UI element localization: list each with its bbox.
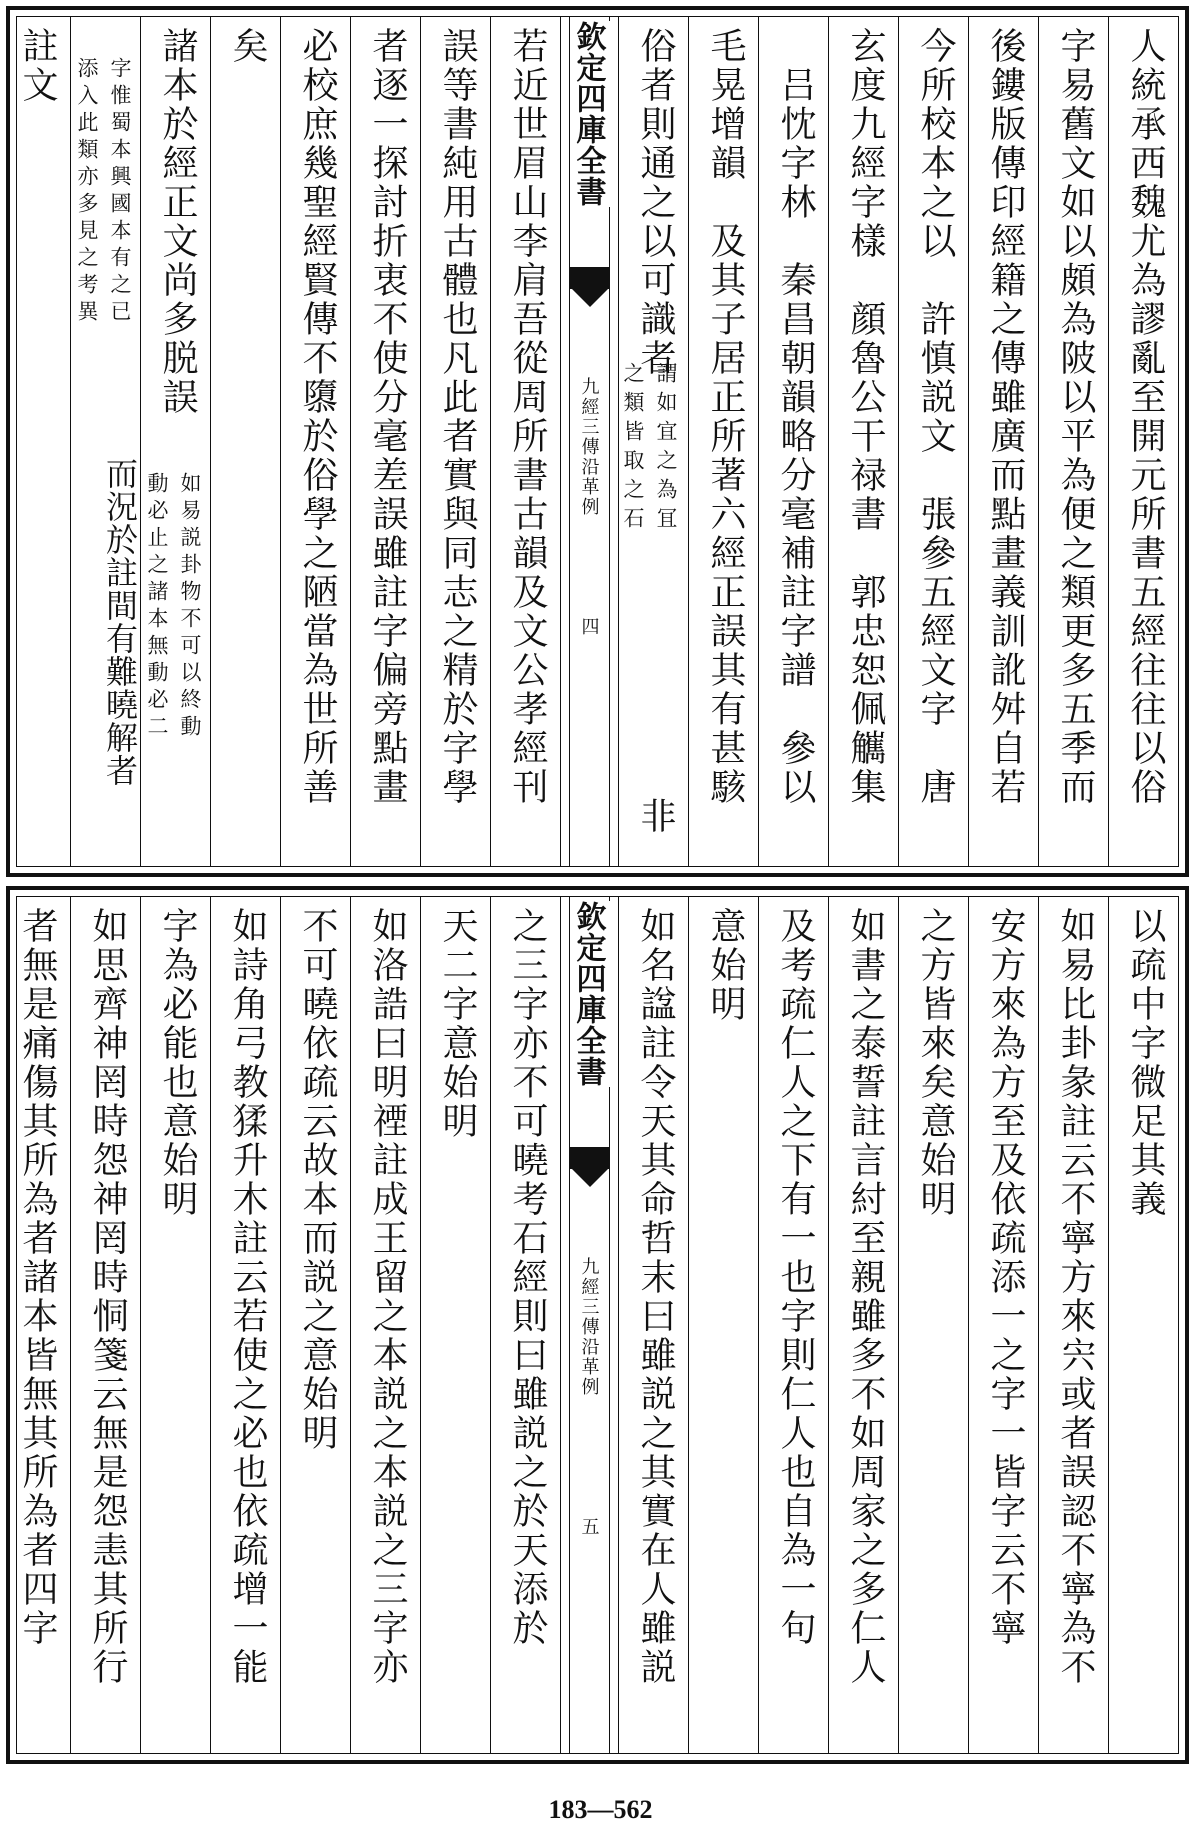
text-column	[70, 17, 140, 866]
text-column	[280, 897, 350, 1753]
text-column	[210, 897, 280, 1753]
text-column	[350, 17, 420, 866]
bottom-page	[6, 886, 1189, 1764]
column-text: 不可曉依疏云故本而説之意始明	[297, 907, 338, 1453]
column-text: 諸本於經正文尚多脱誤	[157, 27, 198, 417]
book-title: 欽定四庫全書	[570, 21, 610, 207]
text-column	[898, 17, 968, 866]
section-title: 九經三傳沿革例	[578, 1257, 600, 1397]
text-column	[490, 17, 560, 866]
column-text: 如詩角弓教猱升木註云若使之必也依疏增一能	[227, 907, 268, 1687]
annotation-note: 字惟蜀本興國本有之已 添入此類亦多見之考異	[75, 57, 132, 327]
column-text: 人統承西魏尤為謬亂至開元所書五經往往以俗	[1125, 27, 1166, 807]
text-column	[898, 897, 968, 1753]
annotation-note: 如易説卦物不可以終動 動必止之諸本無動必二	[145, 472, 202, 742]
text-column	[968, 897, 1038, 1753]
text-column	[0, 897, 70, 1753]
fish-tail-mark	[570, 1147, 609, 1169]
column-text: 俗者則通之以可識者	[635, 27, 676, 378]
text-column	[618, 897, 688, 1753]
text-column	[70, 897, 140, 1753]
column-text: 者無是痛傷其所為者諸本皆無其所為者四字	[17, 907, 58, 1648]
column-text: 如名諡註令天其命哲末曰雖説之其實在人雖説	[635, 907, 676, 1687]
column-text: 者逐一探討折衷不使分毫差誤雖註字偏旁點畫	[367, 27, 408, 807]
column-text: 之方皆來矣意始明	[915, 907, 956, 1219]
text-column	[1108, 17, 1178, 866]
text-column	[0, 17, 70, 866]
fish-tail-icon	[570, 287, 610, 307]
column-text: 意始明	[705, 907, 746, 1024]
text-column	[618, 17, 688, 866]
column-text: 若近世眉山李肩吾從周所書古韻及文公孝經刊	[507, 27, 548, 807]
fish-tail-icon	[570, 1167, 610, 1187]
column-text: 以疏中字微足其義	[1125, 907, 1166, 1219]
column-text: 天二字意始明	[437, 907, 478, 1141]
top-page-columns	[16, 16, 1179, 867]
text-column	[490, 897, 560, 1753]
annotation-note: 謂如宜之為冝 之類皆取之石	[621, 362, 678, 536]
column-text: 後鏤版傳印經籍之傳雖廣而點畫義訓訛舛自若	[985, 27, 1026, 807]
column-text: 而況於註間有難曉解者	[101, 457, 139, 787]
text-column	[420, 897, 490, 1753]
column-text: 非	[635, 797, 676, 836]
text-column	[1038, 17, 1108, 866]
section-title: 九經三傳沿革例	[578, 377, 600, 517]
text-column	[758, 17, 828, 866]
text-column	[688, 897, 758, 1753]
column-text: 毛晃增韻 及其子居正所著六經正誤其有甚駭	[705, 27, 746, 807]
text-column	[1038, 897, 1108, 1753]
column-text: 如書之泰誓註言紂至親雖多不如周家之多仁人	[845, 907, 886, 1687]
column-text: 字易舊文如以頗為陂以平為便之類更多五季而	[1055, 27, 1096, 807]
text-column	[688, 17, 758, 866]
column-text: 及考疏仁人之下有一也字則仁人也自為一句	[775, 907, 816, 1648]
column-text: 如思齊神罔時怨神罔時恫箋云無是怨恚其所行	[87, 907, 128, 1687]
column-text: 吕忱字林 秦昌朝韻略分毫補註字譜 參以	[775, 27, 816, 807]
text-column	[828, 897, 898, 1753]
text-column	[140, 17, 210, 866]
column-text: 安方來為方至及依疏添一之字一皆字云不寧	[985, 907, 1026, 1648]
text-column	[280, 17, 350, 866]
column-text: 玄度九經字樣 顔魯公干禄書 郭忠恕佩觽集	[845, 27, 886, 807]
text-column	[828, 17, 898, 866]
text-column	[968, 17, 1038, 866]
center-gutter	[560, 897, 618, 1753]
bottom-page-columns	[16, 896, 1179, 1754]
text-column	[758, 897, 828, 1753]
text-column	[1108, 897, 1178, 1753]
column-text: 如洛誥曰明禋註成王留之本説之本説之三字亦	[367, 907, 408, 1687]
column-text: 字為必能也意始明	[157, 907, 198, 1219]
top-page	[6, 6, 1189, 877]
column-text: 今所校本之以 許慎説文 張參五經文字 唐	[915, 27, 956, 807]
center-gutter	[560, 17, 618, 866]
page-number: 五	[578, 1517, 600, 1535]
fish-tail-mark	[570, 267, 609, 289]
text-column	[350, 897, 420, 1753]
column-text: 註文	[17, 27, 58, 105]
text-column	[420, 17, 490, 866]
column-text: 之三字亦不可曉考石經則曰雖説之於天添於	[507, 907, 548, 1648]
column-text: 誤等書純用古體也凡此者實與同志之精於字學	[437, 27, 478, 807]
text-column	[140, 897, 210, 1753]
column-text: 矣	[227, 27, 268, 66]
column-text: 必校庶幾聖經賢傳不隳於俗學之陋當為世所善	[297, 27, 338, 807]
page-number: 四	[578, 617, 600, 635]
text-column	[210, 17, 280, 866]
page-footer-number: 183—562	[548, 1795, 653, 1824]
book-title: 欽定四庫全書	[570, 901, 610, 1087]
column-text: 如易比卦彖註云不寧方來宍或者誤認不寧為不	[1055, 907, 1096, 1687]
